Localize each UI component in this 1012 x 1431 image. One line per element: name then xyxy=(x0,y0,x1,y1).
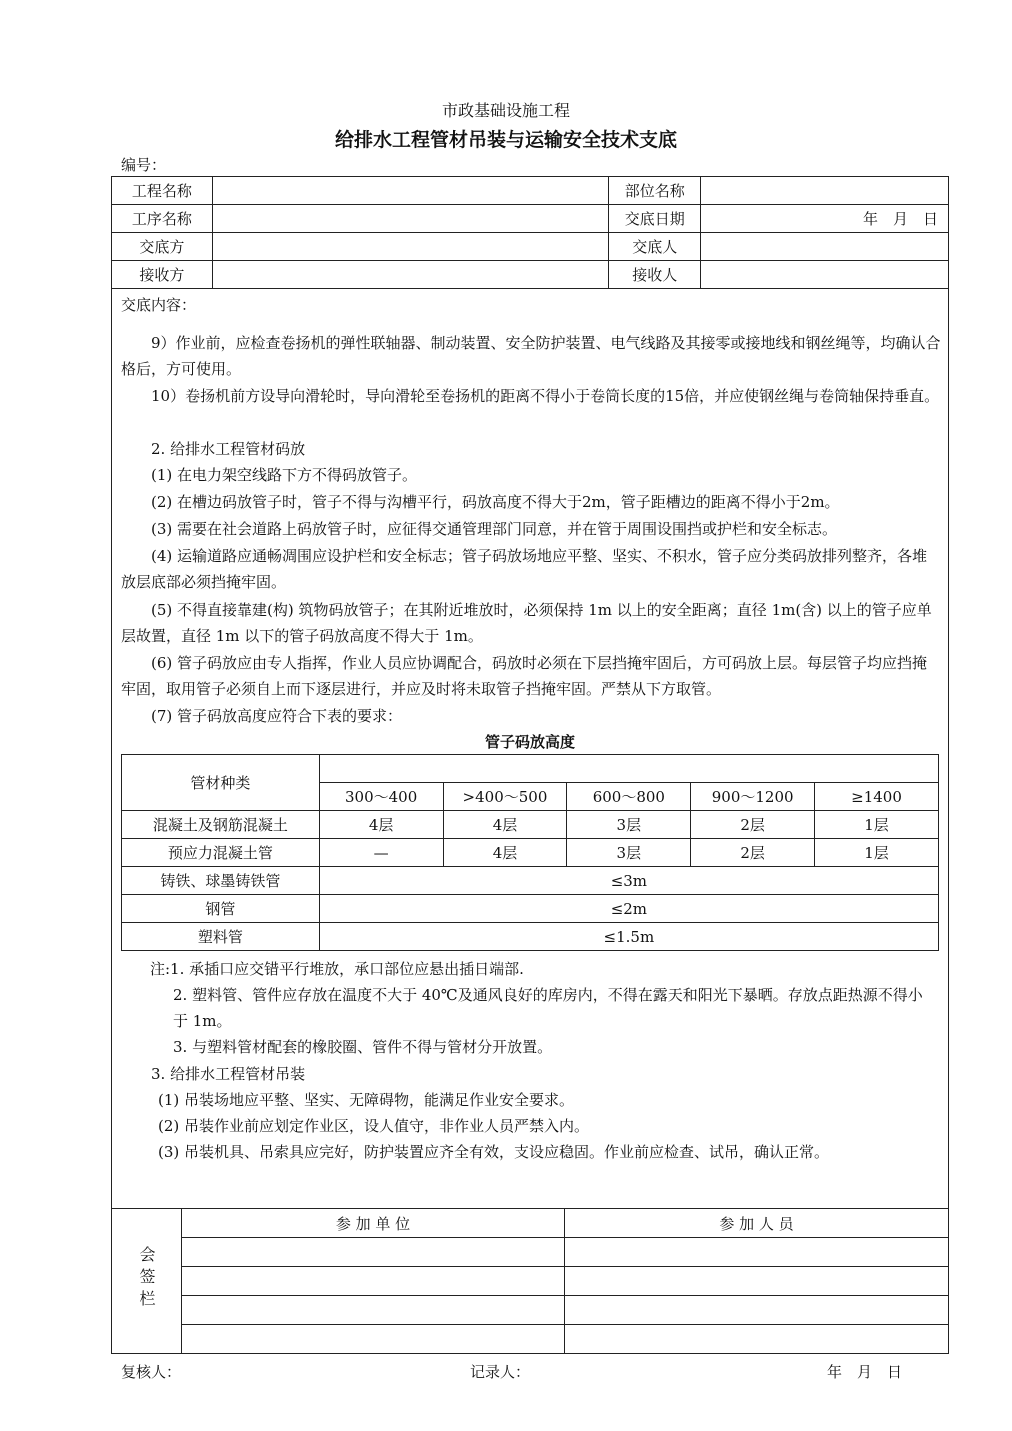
reviewer-label: 复核人： xyxy=(121,1363,182,1381)
table-cell-name: 铸铁、球墨铸铁管 xyxy=(122,867,320,895)
sign-table xyxy=(111,1208,949,1354)
info-row xyxy=(112,205,949,233)
table-cell: — xyxy=(319,839,443,867)
info-table xyxy=(111,176,949,289)
sign-row xyxy=(112,1325,949,1354)
process-name-value[interactable] xyxy=(212,205,608,233)
table-cell: ≤3m xyxy=(319,867,938,895)
part-name-value[interactable] xyxy=(701,177,949,205)
table-cell: 2层 xyxy=(691,811,815,839)
section-3-item-3: (3) 吊装机具、吊索具应完好，防护装置应齐全有效，支设应稳固。作业前应检查、试吊，确认正常。 xyxy=(158,1143,830,1161)
footer-date: 年 月 日 xyxy=(827,1363,903,1381)
table-cell: 1层 xyxy=(815,811,939,839)
table-row xyxy=(122,811,939,839)
section-2-item-7: (7) 管子码放高度应符合下表的要求： xyxy=(151,707,403,725)
giver-person-label: 交底人 xyxy=(609,233,701,261)
project-name-value[interactable] xyxy=(212,177,608,205)
receiver-person-label: 接收人 xyxy=(609,261,701,289)
info-row xyxy=(112,177,949,205)
sign-side-text: 会签栏 xyxy=(137,1246,156,1312)
table-cell: 1层 xyxy=(815,839,939,867)
table-head-blank xyxy=(319,755,938,783)
note-2: 2. 塑料管、管件应存放在温度不大于 40℃及通风良好的库房内，不得在露天和阳光下暴晒。存放点距热源不得小于 1m。 xyxy=(173,986,923,1030)
section-2-item-2: (2) 在槽边码放管子时，管子不得与沟槽平行，码放高度不得大于2m，管子距槽边的距离不得小于2m。 xyxy=(151,493,840,511)
sign-row xyxy=(112,1267,949,1296)
info-row xyxy=(112,233,949,261)
giver-label: 交底方 xyxy=(112,233,213,261)
table-head-col: 300～400 xyxy=(319,783,443,811)
table-cell-name: 塑料管 xyxy=(122,923,320,951)
table-head-pipe-type: 管材种类 xyxy=(122,755,320,811)
table-row xyxy=(122,867,939,895)
table-head-col: 600～800 xyxy=(567,783,691,811)
part-name-label: 部位名称 xyxy=(609,177,701,205)
unit-cell[interactable] xyxy=(182,1238,565,1267)
receiver-label: 接收方 xyxy=(112,261,213,289)
section-2-item-4: (4) 运输道路应通畅凋围应设护栏和安全标志；管子码放场地应平整、坚实、不积水，管子应分类码放排列整齐，各堆放层底部必须挡掩牢固。 xyxy=(121,547,928,591)
people-header: 参 加 人 员 xyxy=(565,1209,949,1238)
people-cell[interactable] xyxy=(565,1296,949,1325)
table-cell: 2层 xyxy=(691,839,815,867)
sign-row xyxy=(112,1296,949,1325)
project-name-label: 工程名称 xyxy=(112,177,213,205)
people-cell[interactable] xyxy=(565,1325,949,1354)
table-row xyxy=(122,895,939,923)
unit-cell[interactable] xyxy=(182,1267,565,1296)
table-row xyxy=(122,755,939,783)
process-name-label: 工序名称 xyxy=(112,205,213,233)
unit-cell[interactable] xyxy=(182,1296,565,1325)
table-row xyxy=(122,923,939,951)
table-head-col: ≥1400 xyxy=(815,783,939,811)
table-cell: 3层 xyxy=(567,811,691,839)
giver-value[interactable] xyxy=(212,233,608,261)
table-head-col: >400～500 xyxy=(443,783,567,811)
table-cell: 3层 xyxy=(567,839,691,867)
table-cell-name: 钢管 xyxy=(122,895,320,923)
doc-title: 给排水工程管材吊装与运输安全技术支底 xyxy=(334,129,677,151)
section-2-heading: 2. 给排水工程管材码放 xyxy=(151,440,306,458)
table-cell: ≤2m xyxy=(319,895,938,923)
table-cell: 4层 xyxy=(443,839,567,867)
people-cell[interactable] xyxy=(565,1238,949,1267)
table-cell-name: 混凝土及钢筋混凝土 xyxy=(122,811,320,839)
date-label: 交底日期 xyxy=(609,205,701,233)
table-cell: 4层 xyxy=(319,811,443,839)
recorder-label: 记录人： xyxy=(470,1363,531,1381)
section-3-item-1: (1) 吊装场地应平整、坚实、无障碍物，能满足作业安全要求。 xyxy=(158,1091,575,1109)
item-9: 9）作业前，应检查卷扬机的弹性联轴器、制动装置、安全防护装置、电气线路及其接零或接地线和钢丝绳等，均确认合格后，方可使用。 xyxy=(121,334,941,378)
sign-row xyxy=(112,1209,949,1238)
item-10: 10）卷扬机前方设导向滑轮时，导向滑轮至卷扬机的距离不得小于卷筒长度的15倍，并应使钢丝绳与卷筒轴保持垂直。 xyxy=(151,387,940,405)
info-row xyxy=(112,261,949,289)
table-head-col: 900～1200 xyxy=(691,783,815,811)
stack-height-table xyxy=(121,754,939,951)
unit-header: 参 加 单 位 xyxy=(182,1209,565,1238)
table-cell-name: 预应力混凝土管 xyxy=(122,839,320,867)
section-2-item-1: (1) 在电力架空线路下方不得码放管子。 xyxy=(151,466,418,484)
section-2-item-3: (3) 需要在社会道路上码放管子时，应征得交通管理部门同意，并在管于周围设围挡或护栏和安全标志。 xyxy=(151,520,838,538)
section-3-item-2: (2) 吊装作业前应划定作业区，设人值守，非作业人员严禁入内。 xyxy=(158,1117,590,1135)
giver-person-value[interactable] xyxy=(701,233,949,261)
note-1: 注:1. 承插口应交错平行堆放，承口部位应悬出插日端部. xyxy=(150,960,524,978)
number-label: 编号： xyxy=(121,156,167,174)
table-cell: ≤1.5m xyxy=(319,923,938,951)
unit-cell[interactable] xyxy=(182,1325,565,1354)
sign-row xyxy=(112,1238,949,1267)
section-3-heading: 3. 给排水工程管材吊装 xyxy=(151,1065,306,1083)
receiver-person-value[interactable] xyxy=(701,261,949,289)
section-2-item-5: (5) 不得直接靠建(构) 筑物码放管子；在其附近堆放时，必须保持 1m 以上的安全距离；直径 1m(含) 以上的管子应单层故置，直径 1m 以下的管子码放高度不得大于 1m。 xyxy=(121,601,932,645)
people-cell[interactable] xyxy=(565,1267,949,1296)
doc-subtitle: 市政基础设施工程 xyxy=(441,101,570,120)
sign-side-label xyxy=(112,1209,182,1354)
content-label: 交底内容： xyxy=(121,296,197,314)
stack-table-title: 管子码放高度 xyxy=(484,733,575,751)
table-row xyxy=(122,839,939,867)
note-3: 3. 与塑料管材配套的橡胶圈、管件不得与管材分开放置。 xyxy=(173,1038,553,1056)
section-2-item-6: (6) 管子码放应由专人指挥，作业人员应协调配合，码放时必须在下层挡掩牢固后，方可码放上层。每层管子均应挡掩牢固，取用管子必须自上而下逐层进行，并应及时将未取管子挡掩牢固。严禁从下方取管。 xyxy=(121,654,928,698)
receiver-value[interactable] xyxy=(212,261,608,289)
date-value[interactable]: 年 月 日 xyxy=(701,205,949,233)
table-cell: 4层 xyxy=(443,811,567,839)
